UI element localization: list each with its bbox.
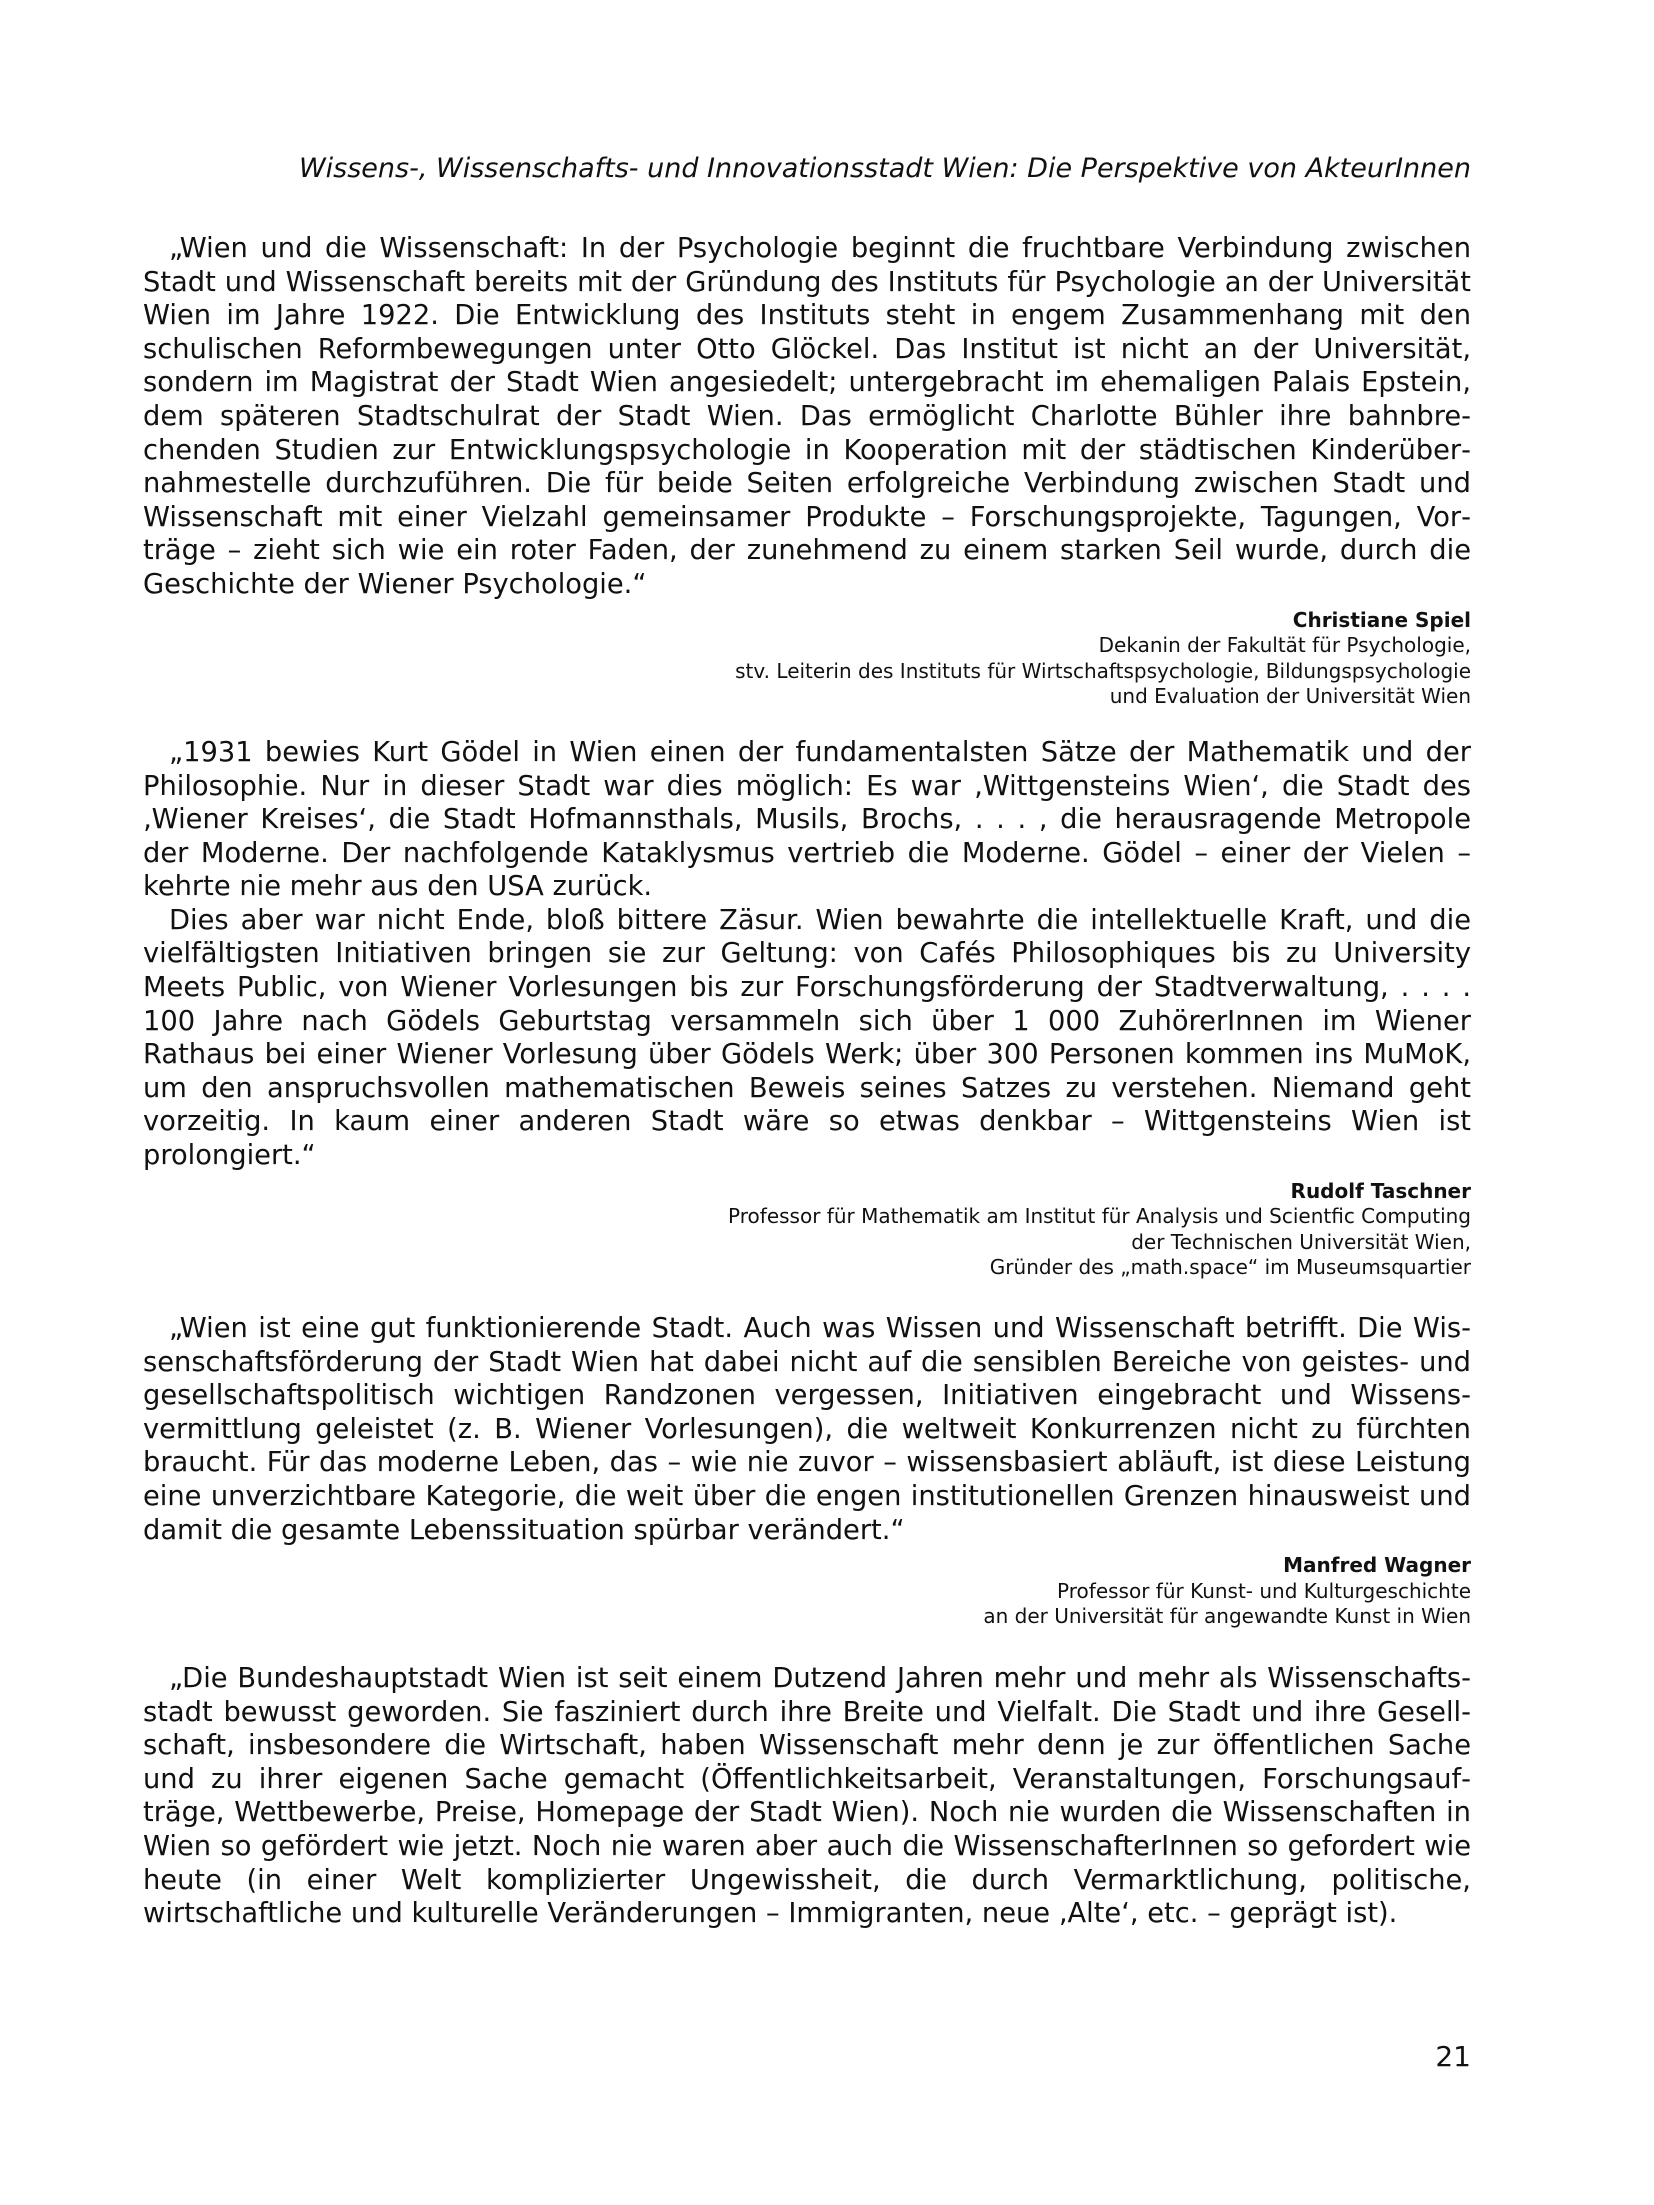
quote-author: Christiane Spiel: [1292, 607, 1471, 632]
quote-paragraph: „1931 bewies Kurt Gödel in Wien einen der fundamentalsten Sätze der Mathematik und der Philosophie. Nur in dieser Stadt war dies möglich: Es war ‚Wittgensteins Wien‘, die Stadt des ‚Wiener Kreises‘, die Stadt Hofmannsthals, Musils, Brochs, . . . , die herausragende Metropole der Moderne. Der nachfolgende Kataklysmus vertrieb die Moderne. Gödel – einer der Vielen – kehrte nie mehr aus den USA zurück.: [143, 736, 1471, 903]
page-number: 21: [1435, 2040, 1471, 2073]
author-role-line: stv. Leiterin des Instituts für Wirtschaftspsychologie, Bildungspsychologie: [735, 658, 1471, 683]
author-role-line: und Evaluation der Universität Wien: [1109, 684, 1471, 709]
quote-paragraph: Dies aber war nicht Ende, bloß bittere Zäsur. Wien bewahrte die intellektuelle Kraft, und die vielfältigsten Initiativen bringen sie zur Geltung: von Cafés Philosophiques bis zu University Meets Public, von Wiener Vorlesungen bis zur Forschungsförderung der Stadtverwaltung, . . . . 100 Jahre nach Gödels Geburtstag versammeln sich über 1 000 ZuhörerInnen im Wiener Rathaus bei einer Wiener Vorlesung über Gödels Werk; über 300 Personen kommen ins MuMoK, um den anspruchsvollen mathematischen Beweis seines Satzes zu verstehen. Niemand geht vorzeitig. In kaum einer anderen Stadt wäre so etwas denkbar – Wittgensteins Wien ist prolongiert.“: [143, 904, 1471, 1172]
author-role-line: Dekanin der Fakultät für Psychologie,: [1098, 633, 1471, 658]
quote-attribution: [143, 1553, 1471, 1630]
running-header: Wissens-, Wissenschafts- und Innovationsstadt Wien: Die Perspektive von AkteurInnen: [298, 153, 1471, 184]
quote-block-taschner: [143, 736, 1471, 1281]
author-role-line: Gründer des „math.space“ im Museumsquartier: [989, 1255, 1471, 1280]
quote-author: Manfred Wagner: [1283, 1553, 1471, 1578]
quote-attribution: [143, 608, 1471, 710]
quote-paragraph: „Wien und die Wissenschaft: In der Psychologie beginnt die fruchtbare Verbindung zwischen Stadt und Wissenschaft bereits mit der Gründung des Instituts für Psychologie an der Universität Wien im Jahre 1922. Die Entwicklung des Instituts steht in engem Zusammenhang mit den schulischen Reformbewegungen unter Otto Glöckel. Das Institut ist nicht an der Universität, sondern im Magistrat der Stadt Wien angesiedelt; untergebracht im ehemaligen Palais Epstein, dem späteren Stadtschulrat der Stadt Wien. Das ermöglicht Charlotte Bühler ihre bahnbrechenden Studien zur Entwicklungspsychologie in Kooperation mit der städtischen Kinderübernahmestelle durchzuführen. Die für beide Seiten erfolgreiche Verbindung zwischen Stadt und Wissenschaft mit einer Vielzahl gemeinsamer Produkte – Forschungsprojekte, Tagungen, Vorträge – zieht sich wie ein roter Faden, der zunehmend zu einem starken Seil wurde, durch die Geschichte der Wiener Psychologie.“: [143, 233, 1471, 600]
author-role-line: Professor für Kunst- und Kulturgeschichte: [1057, 1578, 1471, 1603]
body-text: [143, 232, 1471, 1931]
quote-paragraph: „Wien ist eine gut funktionierende Stadt. Auch was Wissen und Wissenschaft betrifft. Die Wissenschaftsförderung der Stadt Wien hat dabei nicht auf die sensiblen Bereiche von geistes- und gesellschaftspolitisch wichtigen Randzonen vergessen, Initiativen eingebracht und Wissensvermittlung geleistet (z. B. Wiener Vorlesungen), die weltweit Konkurrenzen nicht zu fürchten braucht. Für das moderne Leben, das – wie nie zuvor – wissensbasiert abläuft, ist diese Leistung eine unverzichtbare Kategorie, die weit über die engen institutionellen Grenzen hinausweist und damit die gesamte Lebenssituation spürbar verändert.“: [143, 1313, 1471, 1546]
author-role-line: Professor für Mathematik am Institut für Analysis und Scientfic Computing: [728, 1204, 1471, 1229]
author-role-line: an der Universität für angewandte Kunst in Wien: [983, 1604, 1471, 1629]
quote-author: Rudolf Taschner: [1290, 1178, 1471, 1203]
author-role-line: der Technischen Universität Wien,: [1131, 1229, 1471, 1254]
quote-block-spiel: [143, 232, 1471, 710]
quote-paragraph: „Die Bundeshauptstadt Wien ist seit einem Dutzend Jahren mehr und mehr als Wissenschaftsstadt bewusst geworden. Sie fasziniert durch ihre Breite und Vielfalt. Die Stadt und ihre Gesellschaft, insbesondere die Wirtschaft, haben Wissenschaft mehr denn je zur öffentlichen Sache und zu ihrer eigenen Sache gemacht (Öffentlichkeitsarbeit, Veranstaltungen, Forschungsaufträge, Wettbewerbe, Preise, Homepage der Stadt Wien). Noch nie wurden die Wissenschaften in Wien so gefördert wie jetzt. Noch nie waren aber auch die WissenschafterInnen so gefordert wie heute (in einer Welt komplizierter Ungewissheit, die durch Vermarktlichung, politische, wirtschaftliche und kulturelle Veränderungen – Immigranten, neue ‚Alte‘, etc. – geprägt ist).: [143, 1662, 1471, 1930]
quote-block-bundeshauptstadt: [143, 1662, 1471, 1931]
quote-block-wagner: [143, 1312, 1471, 1630]
quote-attribution: [143, 1179, 1471, 1281]
